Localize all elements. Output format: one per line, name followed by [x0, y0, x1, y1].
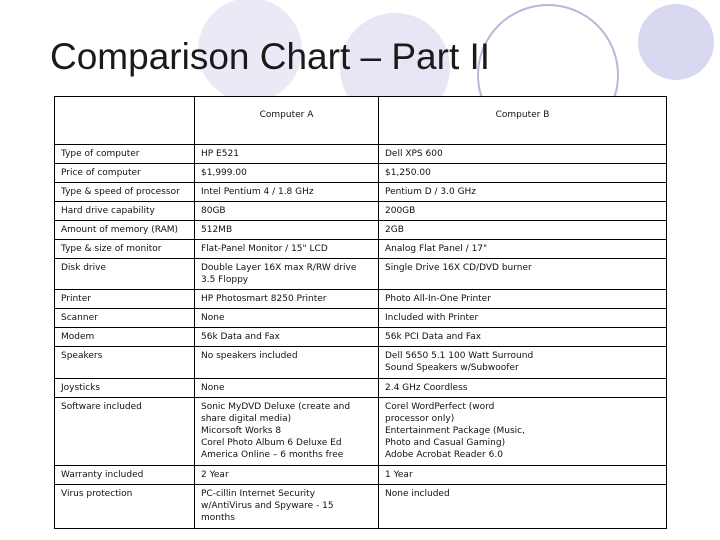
feature-cell [55, 259, 195, 290]
computer-b-cell [379, 164, 667, 183]
cell-text: $1,250.00 [385, 168, 431, 178]
table-row [55, 221, 667, 240]
cell-text: $1,999.00 [201, 168, 247, 178]
table-row [55, 164, 667, 183]
cell-text: HP Photosmart 8250 Printer [201, 294, 327, 304]
cell-text: Price of computer [61, 168, 141, 178]
table-row [55, 485, 667, 529]
cell-text: Hard drive capability [61, 206, 155, 216]
computer-a-cell [195, 145, 379, 164]
feature-cell [55, 202, 195, 221]
feature-cell [55, 309, 195, 328]
cell-text: 2.4 GHz Coordless [385, 383, 468, 393]
cell-text: 1 Year [385, 470, 413, 480]
computer-a-cell [195, 466, 379, 485]
feature-cell [55, 240, 195, 259]
feature-cell [55, 485, 195, 529]
cell-text: 2GB [385, 225, 404, 235]
cell-text: Type & size of monitor [61, 244, 162, 254]
computer-a-cell [195, 485, 379, 529]
cell-text: Photo All-In-One Printer [385, 294, 491, 304]
cell-text: None included [385, 489, 450, 499]
cell-text: 200GB [385, 206, 416, 216]
header-cell-feature [55, 97, 195, 145]
computer-b-cell [379, 347, 667, 379]
table-row [55, 145, 667, 164]
cell-text: Analog Flat Panel / 17" [385, 244, 488, 254]
header-cell-computer-a: Computer A [195, 97, 379, 145]
table-row [55, 379, 667, 398]
cell-text: 80GB [201, 206, 226, 216]
computer-b-cell [379, 485, 667, 529]
computer-a-cell [195, 290, 379, 309]
cell-text: Amount of memory (RAM) [61, 225, 179, 235]
computer-b-cell [379, 259, 667, 290]
table-header-row [55, 97, 667, 145]
comparison-table [54, 96, 667, 529]
cell-text: Type & speed of processor [61, 187, 180, 197]
computer-a-cell [195, 379, 379, 398]
table-row [55, 183, 667, 202]
feature-cell [55, 221, 195, 240]
decorative-circle [638, 4, 714, 80]
computer-b-cell [379, 240, 667, 259]
feature-cell [55, 145, 195, 164]
computer-a-cell [195, 164, 379, 183]
cell-text: Joysticks [61, 383, 101, 393]
computer-a-cell [195, 240, 379, 259]
computer-b-cell [379, 379, 667, 398]
cell-text: None [201, 383, 225, 393]
cell-text: Software included [61, 402, 142, 412]
cell-text: 56k PCI Data and Fax [385, 332, 482, 342]
cell-text: Flat-Panel Monitor / 15" LCD [201, 244, 328, 254]
cell-text: HP E521 [201, 149, 239, 159]
computer-a-cell [195, 347, 379, 379]
header-cell-computer-b: Computer B [379, 97, 667, 145]
cell-text: 56k Data and Fax [201, 332, 280, 342]
cell-text: Dell XPS 600 [385, 149, 443, 159]
table-row [55, 290, 667, 309]
computer-a-cell [195, 398, 379, 466]
computer-a-cell [195, 202, 379, 221]
computer-a-cell [195, 309, 379, 328]
cell-text: Disk drive [61, 263, 106, 273]
cell-text: Included with Printer [385, 313, 479, 323]
computer-b-cell [379, 290, 667, 309]
table-row [55, 309, 667, 328]
cell-text: Double Layer 16X max R/RW drive 3.5 Floppy [201, 263, 357, 285]
cell-text: Warranty included [61, 470, 144, 480]
feature-cell [55, 183, 195, 202]
computer-b-cell [379, 202, 667, 221]
table-row [55, 466, 667, 485]
cell-text: Single Drive 16X CD/DVD burner [385, 263, 532, 273]
feature-cell [55, 290, 195, 309]
feature-cell [55, 466, 195, 485]
computer-b-cell [379, 145, 667, 164]
computer-a-cell [195, 328, 379, 347]
computer-a-cell [195, 221, 379, 240]
computer-b-cell [379, 398, 667, 466]
cell-text: None [201, 313, 225, 323]
table-row [55, 347, 667, 379]
computer-a-cell [195, 259, 379, 290]
cell-text: Dell 5650 5.1 100 Watt Surround Sound Speakers w/Subwoofer [385, 351, 534, 373]
feature-cell [55, 164, 195, 183]
cell-text: Scanner [61, 313, 98, 323]
cell-text: 2 Year [201, 470, 229, 480]
cell-text: Corel WordPerfect (word processor only) Entertainment Package (Music, Photo and Casual Gaming) Adobe Acrobat Reader 6.0 [385, 402, 525, 460]
table-row [55, 398, 667, 466]
slide-title: Comparison Chart – Part II [50, 36, 491, 77]
feature-cell [55, 347, 195, 379]
cell-text: PC-cillin Internet Security w/AntiVirus and Spyware - 15 months [201, 489, 334, 523]
cell-text: Intel Pentium 4 / 1.8 GHz [201, 187, 314, 197]
computer-a-cell [195, 183, 379, 202]
cell-text: Pentium D / 3.0 GHz [385, 187, 477, 197]
feature-cell [55, 379, 195, 398]
cell-text: Speakers [61, 351, 103, 361]
computer-b-cell [379, 328, 667, 347]
cell-text: Virus protection [61, 489, 133, 499]
cell-text: Sonic MyDVD Deluxe (create and share digital media) Micorsoft Works 8 Corel Photo Album 6 Deluxe Ed America Online – 6 months free [201, 402, 351, 460]
cell-text: Type of computer [61, 149, 140, 159]
table-row [55, 240, 667, 259]
feature-cell [55, 328, 195, 347]
computer-b-cell [379, 221, 667, 240]
cell-text: Printer [61, 294, 91, 304]
computer-b-cell [379, 466, 667, 485]
computer-b-cell [379, 183, 667, 202]
cell-text: 512MB [201, 225, 233, 235]
computer-b-cell [379, 309, 667, 328]
feature-cell [55, 398, 195, 466]
table-row [55, 328, 667, 347]
table-row [55, 259, 667, 290]
cell-text: Modem [61, 332, 95, 342]
table-row [55, 202, 667, 221]
cell-text: No speakers included [201, 351, 298, 361]
